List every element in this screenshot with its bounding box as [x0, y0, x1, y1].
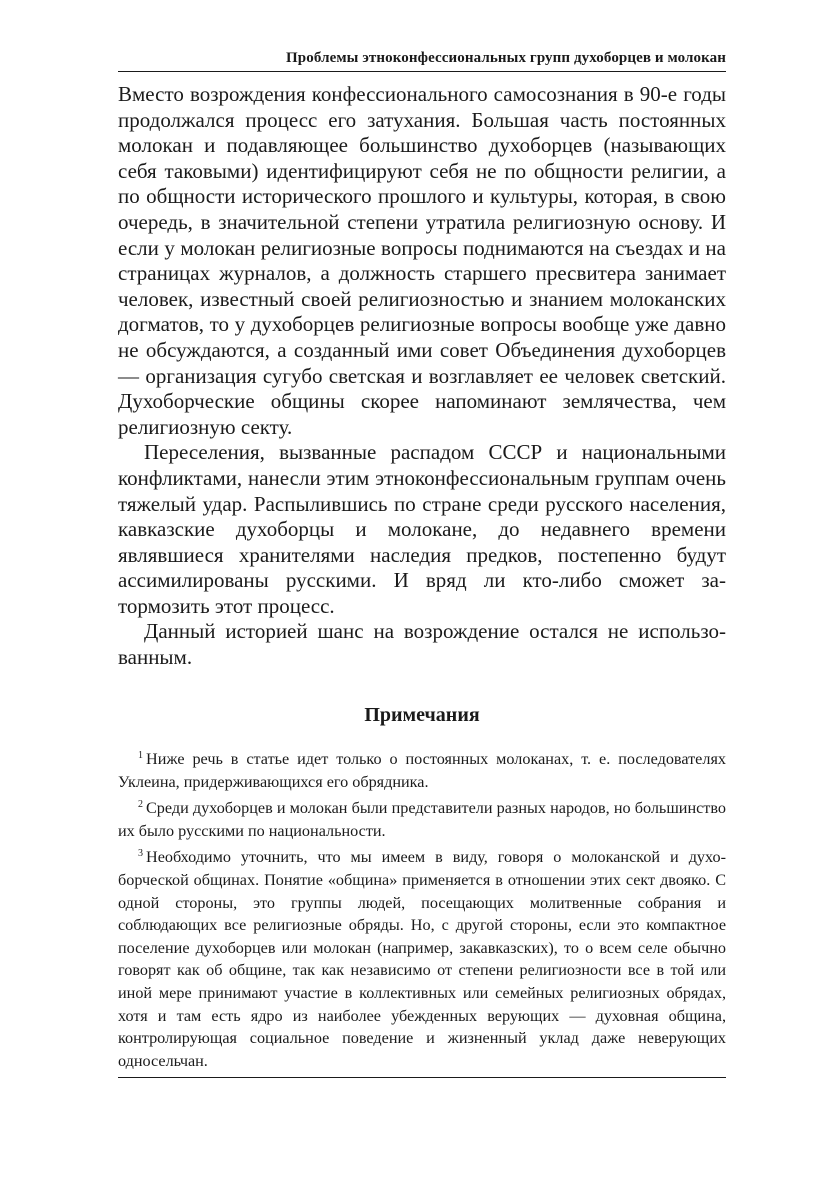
- footnote-3: [118, 846, 726, 1072]
- footnote-2: [118, 797, 726, 842]
- running-head-title: Проблемы этноконфессиональных групп духоборцев и молокан: [286, 50, 726, 66]
- paragraph-1: Вместо возрождения конфессионального самосознания в 90-е годы продолжался процесс его затухания. Большая часть постоянных молокан и подавляющее большинство духоборцев (называющих себя таковыми) идентифицируют себя не по общности религии, а по общности исторического прошлого и культуры, которая, в свою очередь, в значительной степени утратила религиозную основу. И если у молокан религиозные вопросы поднимаются на съездах и на страницах журналов, а должность старшего пресвитера занимает человек, известный своей религиозностью и знанием молоканских догматов, то у духоборцев религиозные вопросы вообще уже давно не обсуждаются, а созданный ими совет Объединения духоборцев — организация сугубо светская и возглавляет ее человек светский. Духоборческие общины скорее напоминают землячества, чем религиозную секту.: [118, 82, 726, 439]
- footnote-text: Необходимо уточнить, что мы имеем в виду, говоря о молоканской и духоборческой общинах. Понятие «община» применяется в отношении этих сект двояко. С одной стороны, это группы людей, посещающих молитвенные собрания и соблюдающих все религиозные обряды. Но, с другой стороны, если это компактное поселение духоборцев или молокан (например, закавказских), то о всем селе обычно говорят как об общине, так как независимо от степени религиозности все в той или иной мере принимают участие в коллективных или семейных религиозных обрядах, хотя и там есть ядро из наиболее убежденных верующих — духовная община, контролирующая социальное поведение и жизненный уклад даже неверующих односельчан.: [118, 848, 726, 1070]
- notes-heading: Примечания: [364, 704, 480, 726]
- footnote-number: 1: [138, 750, 143, 761]
- footnote-number: 2: [138, 799, 143, 811]
- main-text: [118, 82, 726, 671]
- paragraph-2: Переселения, вызванные распадом СССР и национальными конфликтами, нанесли этим этноконфессиональным группам очень тяжелый удар. Распылившись по стране среди русского населения, кавказские духоборцы и молокане, до недавнего времени являвшиеся хранителями наследия предков, постепенно будут ассимилированы русскими. И вряд ли кто-либо сможет затормозить этот процесс.: [118, 440, 726, 618]
- footnote-text: Ниже речь в статье идет только о постоянных молоканах, т. е. последователях Уклеина, придерживающихся его обрядника.: [118, 750, 726, 791]
- paragraph-3: Данный историей шанс на возрождение остался не использованным.: [118, 619, 726, 670]
- footnote-text: Среди духоборцев и молокан были представители разных народов, но большинство их было русскими по национальности.: [118, 799, 726, 840]
- header-divider: [118, 71, 726, 72]
- footnote-1: [118, 748, 726, 793]
- footnotes-section: [118, 748, 726, 1076]
- footer-divider: [118, 1077, 726, 1078]
- footnote-number: 3: [138, 848, 143, 860]
